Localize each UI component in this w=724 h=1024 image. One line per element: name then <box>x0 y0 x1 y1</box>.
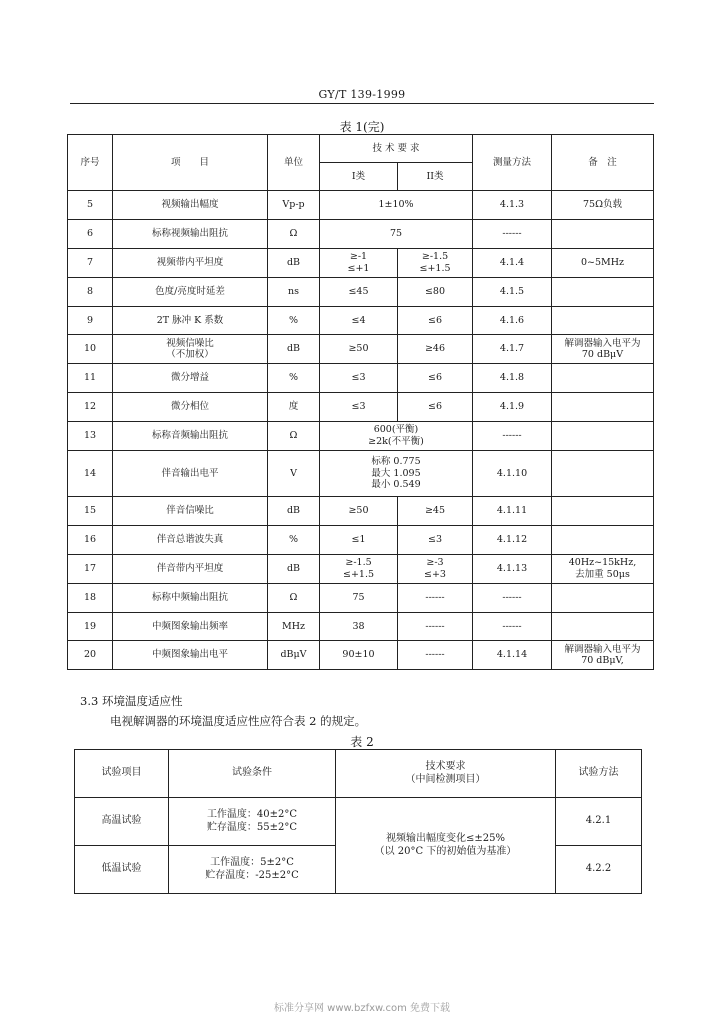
row-method: 4.1.3 <box>473 191 552 220</box>
section-heading: 3.3 环境温度适应性 <box>80 694 183 708</box>
table-row <box>68 641 654 670</box>
table-row <box>68 583 654 612</box>
row-remark: 解调器输入电平为 70 dBμV <box>552 335 654 364</box>
t2-row-method: 4.2.1 <box>556 798 642 846</box>
header-tech-req: 技 术 要 求 <box>320 135 473 163</box>
row-method: 4.1.5 <box>473 277 552 306</box>
header-method: 测量方法 <box>473 135 552 191</box>
table-row <box>68 422 654 451</box>
table-row <box>68 277 654 306</box>
row-remark <box>552 393 654 422</box>
row-unit: dBμV <box>268 641 320 670</box>
row-method: 4.1.9 <box>473 393 552 422</box>
row-method: 4.1.10 <box>473 451 552 497</box>
row-unit: dB <box>268 554 320 583</box>
table-row <box>68 191 654 220</box>
table-row <box>68 248 654 277</box>
row-class2: ------ <box>398 641 473 670</box>
row-item: 中频图象输出频率 <box>113 612 268 641</box>
row-remark: 0~5MHz <box>552 248 654 277</box>
row-item: 标称音频输出阻抗 <box>113 422 268 451</box>
t2-header-item: 试验项目 <box>75 750 169 798</box>
row-no: 5 <box>68 191 113 220</box>
row-method: ------ <box>473 422 552 451</box>
table1-caption: 表 1(完) <box>339 120 385 134</box>
row-no: 13 <box>68 422 113 451</box>
row-no: 12 <box>68 393 113 422</box>
row-unit: V <box>268 451 320 497</box>
row-method: ------ <box>473 583 552 612</box>
row-class2: ≥-3 ≤+3 <box>398 554 473 583</box>
row-remark <box>552 525 654 554</box>
table-row <box>68 612 654 641</box>
header-rule <box>70 103 654 104</box>
row-remark: 75Ω负载 <box>552 191 654 220</box>
row-class1: ≥50 <box>320 335 398 364</box>
header-unit: 单位 <box>268 135 320 191</box>
header-no: 序号 <box>68 135 113 191</box>
row-class1: ≥-1 ≤+1 <box>320 248 398 277</box>
table-row <box>68 451 654 497</box>
row-remark <box>552 612 654 641</box>
table-row <box>68 393 654 422</box>
row-remark <box>552 219 654 248</box>
row-remark <box>552 277 654 306</box>
table1 <box>67 134 654 670</box>
row-item: 微分增益 <box>113 364 268 393</box>
table-row <box>68 497 654 526</box>
table-row <box>68 525 654 554</box>
row-no: 7 <box>68 248 113 277</box>
row-item: 视频信噪比 （不加权） <box>113 335 268 364</box>
row-method: 4.1.8 <box>473 364 552 393</box>
header-class1: I类 <box>320 163 398 191</box>
row-class1: ≤1 <box>320 525 398 554</box>
t2-header-req: 技术要求 （中间检测项目） <box>336 750 556 798</box>
row-item: 色度/亮度时延差 <box>113 277 268 306</box>
row-no: 20 <box>68 641 113 670</box>
row-item: 伴音输出电平 <box>113 451 268 497</box>
row-unit: dB <box>268 497 320 526</box>
row-item: 视频带内平坦度 <box>113 248 268 277</box>
row-class2: ≤3 <box>398 525 473 554</box>
table-row <box>68 306 654 335</box>
row-class2: ≥46 <box>398 335 473 364</box>
t2-header-cond: 试验条件 <box>169 750 336 798</box>
row-class1: ≥50 <box>320 497 398 526</box>
footer-watermark: 标准分享网 www.bzfxw.com 免费下载 <box>274 1003 450 1014</box>
row-unit: % <box>268 306 320 335</box>
standard-code: GY/T 139-1999 <box>318 88 406 101</box>
row-remark: 解调器输入电平为 70 dBμV, <box>552 641 654 670</box>
row-unit: % <box>268 525 320 554</box>
row-method: ------ <box>473 612 552 641</box>
row-item: 视频输出幅度 <box>113 191 268 220</box>
row-class2: ≤6 <box>398 393 473 422</box>
row-class2: ≤80 <box>398 277 473 306</box>
row-unit: 度 <box>268 393 320 422</box>
row-class2: ≤6 <box>398 364 473 393</box>
t2-row-method: 4.2.2 <box>556 846 642 894</box>
table-row <box>68 335 654 364</box>
row-requirement: 1±10% <box>320 191 473 220</box>
row-no: 10 <box>68 335 113 364</box>
table-row <box>68 364 654 393</box>
row-unit: Ω <box>268 219 320 248</box>
row-method: 4.1.12 <box>473 525 552 554</box>
row-method: 4.1.7 <box>473 335 552 364</box>
row-class1: ≤45 <box>320 277 398 306</box>
row-method: 4.1.11 <box>473 497 552 526</box>
row-class1: 38 <box>320 612 398 641</box>
header-class2: II类 <box>398 163 473 191</box>
row-unit: Ω <box>268 583 320 612</box>
row-remark <box>552 583 654 612</box>
table2 <box>74 749 642 894</box>
table1-body <box>68 191 654 670</box>
header-remark: 备 注 <box>552 135 654 191</box>
row-class1: ≤3 <box>320 393 398 422</box>
row-requirement: 75 <box>320 219 473 248</box>
row-method: 4.1.13 <box>473 554 552 583</box>
row-no: 17 <box>68 554 113 583</box>
t2-row-cond: 工作温度：40±2°C 贮存温度：55±2°C <box>169 798 336 846</box>
table-row <box>68 554 654 583</box>
row-requirement: 标称 0.775 最大 1.095 最小 0.549 <box>320 451 473 497</box>
row-class2: ------ <box>398 583 473 612</box>
t2-req-text: 视频输出幅度变化≤±25% （以 20°C 下的初始值为基准） <box>336 798 556 894</box>
row-method: 4.1.4 <box>473 248 552 277</box>
row-item: 标称视频输出阻抗 <box>113 219 268 248</box>
row-remark <box>552 497 654 526</box>
row-class1: ≥-1.5 ≤+1.5 <box>320 554 398 583</box>
table-row <box>68 219 654 248</box>
header-item: 项 目 <box>113 135 268 191</box>
row-no: 9 <box>68 306 113 335</box>
row-method: 4.1.6 <box>473 306 552 335</box>
row-remark: 40Hz~15kHz, 去加重 50μs <box>552 554 654 583</box>
row-item: 伴音总谐波失真 <box>113 525 268 554</box>
row-item: 伴音带内平坦度 <box>113 554 268 583</box>
row-item: 标称中频输出阻抗 <box>113 583 268 612</box>
row-class1: ≤4 <box>320 306 398 335</box>
row-no: 14 <box>68 451 113 497</box>
row-method: 4.1.14 <box>473 641 552 670</box>
row-no: 16 <box>68 525 113 554</box>
row-remark <box>552 451 654 497</box>
row-class1: 90±10 <box>320 641 398 670</box>
row-item: 中频图象输出电平 <box>113 641 268 670</box>
row-class2: ≥45 <box>398 497 473 526</box>
row-item: 2T 脉冲 K 系数 <box>113 306 268 335</box>
row-unit: % <box>268 364 320 393</box>
t2-header-method: 试验方法 <box>556 750 642 798</box>
row-class2: ------ <box>398 612 473 641</box>
row-class1: ≤3 <box>320 364 398 393</box>
row-unit: MHz <box>268 612 320 641</box>
row-class2: ≥-1.5 ≤+1.5 <box>398 248 473 277</box>
t2-row-cond: 工作温度：5±2°C 贮存温度：-25±2°C <box>169 846 336 894</box>
row-unit: dB <box>268 335 320 364</box>
row-no: 15 <box>68 497 113 526</box>
row-unit: dB <box>268 248 320 277</box>
t2-row-item: 高温试验 <box>75 798 169 846</box>
row-no: 11 <box>68 364 113 393</box>
row-remark <box>552 364 654 393</box>
row-item: 微分相位 <box>113 393 268 422</box>
table2-caption: 表 2 <box>350 735 374 749</box>
row-remark <box>552 422 654 451</box>
row-no: 18 <box>68 583 113 612</box>
t2-row-item: 低温试验 <box>75 846 169 894</box>
section-text: 电视解调器的环境温度适应性应符合表 2 的规定。 <box>110 714 367 728</box>
row-no: 6 <box>68 219 113 248</box>
row-unit: Ω <box>268 422 320 451</box>
row-class2: ≤6 <box>398 306 473 335</box>
row-class1: 75 <box>320 583 398 612</box>
row-method: ------ <box>473 219 552 248</box>
row-requirement: 600(平衡) ≥2k(不平衡) <box>320 422 473 451</box>
row-unit: Vp-p <box>268 191 320 220</box>
row-unit: ns <box>268 277 320 306</box>
row-no: 19 <box>68 612 113 641</box>
row-item: 伴音信噪比 <box>113 497 268 526</box>
row-no: 8 <box>68 277 113 306</box>
row-remark <box>552 306 654 335</box>
